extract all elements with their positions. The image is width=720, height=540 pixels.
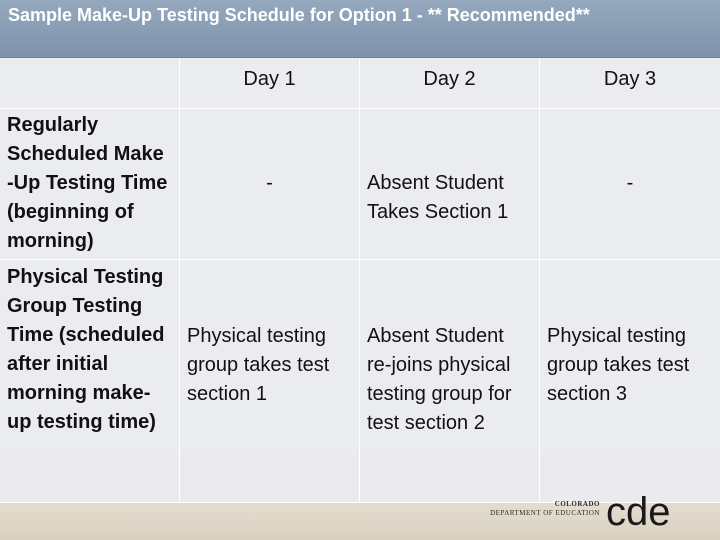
row-heading-regular-makeup: Regularly Scheduled Make -Up Testing Time (beginning of morning) [0, 109, 180, 260]
row1-day1-cell: - [180, 109, 360, 260]
day-3-header: Day 3 [540, 59, 720, 109]
logo-state-text: COLORADO [554, 500, 600, 508]
row1-day3-cell: - [540, 109, 720, 260]
cde-logo-icon [604, 494, 696, 530]
day-2-header: Day 2 [360, 59, 540, 109]
schedule-table [0, 59, 720, 503]
row2-day1-cell: Physical testing group takes test section 1 [180, 260, 360, 503]
row-heading-physical-group: Physical Testing Group Testing Time (scheduled after initial morning make-up testing time) [0, 260, 180, 503]
title-bar [0, 0, 720, 58]
row2-day2-cell: Absent Student re-joins physical testing group for test section 2 [360, 260, 540, 503]
day-1-header: Day 1 [180, 59, 360, 109]
cde-logo-text: cde [606, 494, 671, 530]
logo-department-text: DEPARTMENT OF EDUCATION [490, 509, 600, 517]
row2-day3-cell: Physical testing group takes test section 3 [540, 260, 720, 503]
cde-department-label [490, 500, 600, 518]
row1-day2-cell: Absent Student Takes Section 1 [360, 109, 540, 260]
slide-title: Sample Make-Up Testing Schedule for Option 1 - ** Recommended** [8, 5, 590, 25]
corner-cell [0, 59, 180, 109]
